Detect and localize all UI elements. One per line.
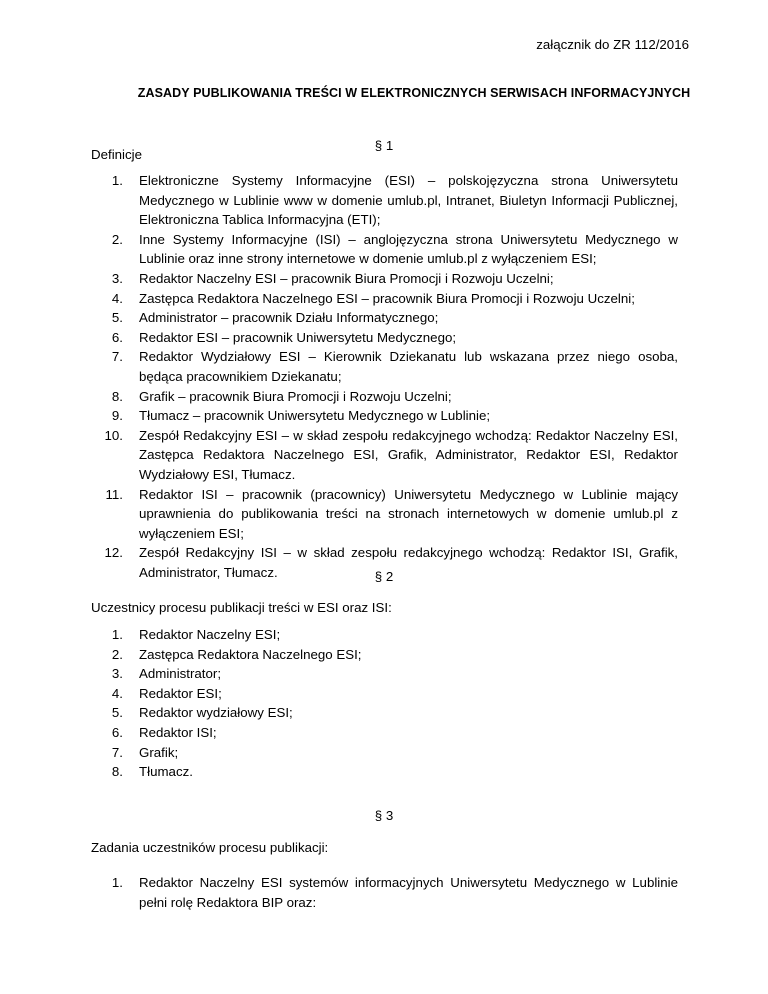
list-item-number: 8.	[111, 764, 123, 780]
list-item	[91, 703, 678, 723]
list-item-text: Zespół Redakcyjny ISI – w skład zespołu redakcyjnego wchodzą: Redaktor ISI, Grafik, Administrator, Tłumacz.	[139, 545, 678, 580]
document-title: ZASADY PUBLIKOWANIA TREŚCI W ELEKTRONICZNYCH SERWISACH INFORMACYJNYCH	[137, 86, 691, 100]
list-item	[91, 664, 678, 684]
definitions-list	[91, 171, 678, 582]
list-item-text: Redaktor Naczelny ESI – pracownik Biura Promocji i Rozwoju Uczelni;	[139, 270, 554, 286]
list-item	[91, 308, 678, 328]
list-item-number: 4.	[111, 685, 123, 701]
list-item-text: Zespół Redakcyjny ESI – w skład zespołu redakcyjnego wchodzą: Redaktor Naczelny ESI, Zastępca Redaktora Naczelnego ESI, Grafik, Administrator, Redaktor ESI, Redaktor Wydziałowy ESI, Tłumacz.	[139, 427, 678, 482]
list-item-number: 7.	[111, 349, 123, 365]
list-item-text: Elektroniczne Systemy Informacyjne (ESI) – polskojęzyczna strona Uniwersytetu Medycznego w Lublinie www w domenie umlub.pl, Intranet, Biuletyn Informacji Publicznej, Elektroniczna Tablica Informacyjna (ETI);	[139, 173, 678, 228]
list-item	[91, 406, 678, 426]
list-item	[91, 873, 678, 912]
list-item-text: Tłumacz – pracownik Uniwersytetu Medycznego w Lublinie;	[139, 408, 491, 424]
list-item-text: Zastępca Redaktora Naczelnego ESI – pracownik Biura Promocji i Rozwoju Uczelni;	[139, 290, 635, 306]
list-item-text: Redaktor wydziałowy ESI;	[139, 705, 293, 721]
list-item-number: 11.	[105, 486, 123, 502]
list-item-text: Redaktor Wydziałowy ESI – Kierownik Dziekanatu lub wskazana przez niego osoba, będąca pracownikiem Dziekanatu;	[139, 349, 678, 384]
list-item	[91, 762, 678, 782]
list-item-text: Administrator – pracownik Działu Informatycznego;	[139, 310, 439, 326]
attachment-note: załącznik do ZR 112/2016	[536, 37, 689, 52]
list-item-text: Redaktor ISI;	[139, 724, 217, 740]
list-item	[91, 387, 678, 407]
list-item-number: 7.	[111, 744, 123, 760]
list-item-number: 9.	[111, 408, 123, 424]
list-item	[91, 743, 678, 763]
list-item-text: Redaktor ISI – pracownik (pracownicy) Uniwersytetu Medycznego w Lublinie mający uprawnienia do publikowania treści na stronach internetowych w domenie umlub.pl z wyłączeniem ESI;	[139, 486, 678, 541]
participants-list	[91, 625, 678, 782]
section-3-intro: Zadania uczestników procesu publikacji:	[91, 840, 329, 855]
list-item	[91, 684, 678, 704]
list-item-text: Grafik;	[139, 744, 179, 760]
list-item-number: 3.	[111, 666, 123, 682]
list-item	[91, 269, 678, 289]
list-item-number: 4.	[111, 290, 123, 306]
list-item-number: 2.	[111, 231, 123, 247]
list-item	[91, 347, 678, 386]
section-2-intro: Uczestnicy procesu publikacji treści w ESI oraz ISI:	[91, 600, 392, 615]
list-item	[91, 289, 678, 309]
list-item-text: Redaktor Naczelny ESI;	[139, 627, 281, 642]
list-item-number: 5.	[111, 310, 123, 326]
list-item-number: 8.	[111, 388, 123, 404]
list-item-text: Zastępca Redaktora Naczelnego ESI;	[139, 646, 362, 662]
list-item	[91, 328, 678, 348]
list-item-number: 3.	[111, 270, 123, 286]
tasks-list	[91, 873, 678, 912]
list-item-number: 1.	[111, 627, 123, 642]
list-item-number: 1.	[111, 173, 123, 188]
list-item-number: 6.	[111, 724, 123, 740]
list-item-number: 1.	[111, 875, 123, 890]
list-item-number: 6.	[111, 329, 123, 345]
section-1-intro: Definicje	[91, 147, 142, 162]
section-2-heading: § 2	[374, 569, 394, 584]
list-item-number: 5.	[111, 705, 123, 721]
list-item-text: Tłumacz.	[139, 764, 193, 780]
list-item	[91, 625, 678, 645]
list-item	[91, 171, 678, 230]
list-item-text: Redaktor ESI;	[139, 685, 222, 701]
section-1-heading: § 1	[374, 138, 394, 153]
list-item	[91, 485, 678, 544]
list-item	[91, 426, 678, 485]
list-item-text: Administrator;	[139, 666, 222, 682]
list-item	[91, 230, 678, 269]
list-item-text: Inne Systemy Informacyjne (ISI) – anglojęzyczna strona Uniwersytetu Medycznego w Lublinie oraz inne strony internetowe w domenie umlub.pl z wyłączeniem ESI;	[139, 231, 678, 267]
list-item-text: Redaktor ESI – pracownik Uniwersytetu Medycznego;	[139, 329, 457, 345]
list-item	[91, 723, 678, 743]
list-item-number: 12.	[104, 545, 123, 561]
list-item-number: 2.	[111, 646, 123, 662]
list-item-text: Grafik – pracownik Biura Promocji i Rozwoju Uczelni;	[139, 388, 452, 404]
list-item-number: 10.	[104, 427, 123, 443]
list-item	[91, 645, 678, 665]
list-item-text: Redaktor Naczelny ESI systemów informacyjnych Uniwersytetu Medycznego w Lublinie pełni rolę Redaktora BIP oraz:	[139, 875, 678, 910]
section-3-heading: § 3	[374, 808, 394, 823]
